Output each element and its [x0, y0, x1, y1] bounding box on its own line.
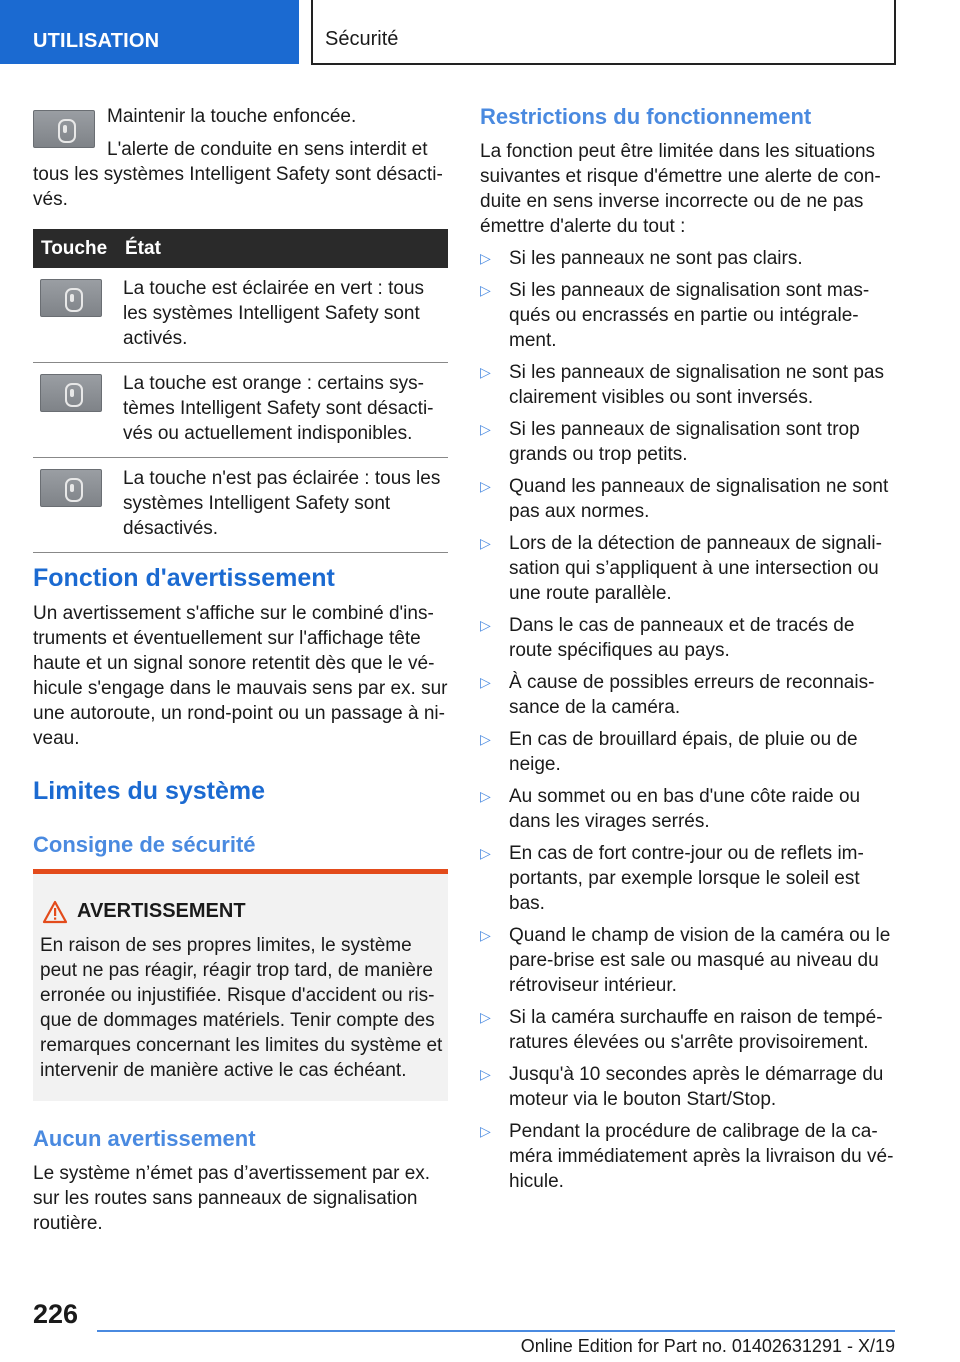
bullet-triangle-icon: ▷	[480, 364, 491, 380]
list-item: ▷ À cause de possibles erreurs de reconnaissance de la caméra.	[480, 672, 875, 718]
key-state-table	[33, 229, 448, 553]
bullet-triangle-icon: ▷	[480, 250, 491, 266]
state-text: La touche est orange : certains systèmes Intelligent Safety sont désactivés ou actuellement indisponibles.	[123, 363, 448, 458]
list-item: ▷ Quand le champ de vision de la caméra ou le pare-brise est sale ou masqué au niveau du rétroviseur intérieur.	[480, 925, 891, 996]
footer-divider	[97, 1330, 895, 1332]
col-key-header: Touche	[33, 229, 123, 268]
bullet-triangle-icon: ▷	[480, 617, 491, 633]
section-tab[interactable]	[0, 0, 299, 64]
list-item: ▷ Pendant la procédure de calibrage de la caméra immédiatement après la livraison du véhicule.	[480, 1121, 894, 1192]
warning-function-body: Un avertissement s'affiche sur le combiné d'instruments et éventuellement sur l'affichage tête haute et un signal sonore retentit dès que le véhicule s'engage dans le mauvais sens par ex. sur une autoroute, un rond-point ou un passage à niveau.	[33, 603, 448, 749]
bullet-triangle-icon: ▷	[480, 731, 491, 747]
list-item: ▷ En cas de fort contre-jour ou de reflets importants, par exemple lorsque le soleil est bas.	[480, 843, 864, 914]
result-text-line1: L'alerte de conduite en sens interdit et	[107, 139, 428, 160]
table-row	[33, 363, 448, 458]
state-text: La touche est éclairée en vert : tous les systèmes Intelligent Safety sont activés.	[123, 268, 448, 363]
table-row	[33, 268, 448, 363]
warning-box	[33, 869, 448, 1101]
limits-title: Limites du système	[33, 777, 266, 805]
table-row	[33, 458, 448, 553]
page-number: 226	[33, 1299, 79, 1329]
safety-button-orange-icon	[40, 374, 102, 412]
list-item: ▷ Si les panneaux de signalisation ne sont pas clairement visibles ou sont inversés.	[480, 362, 884, 408]
list-item: ▷ Lors de la détection de panneaux de signalisation qui s’appliquent à une intersection ou une route parallèle.	[480, 533, 882, 604]
bullet-triangle-icon: ▷	[480, 1009, 491, 1025]
list-item: ▷ Si les panneaux de signalisation sont trop grands ou trop petits.	[480, 419, 860, 465]
edition-text: Online Edition for Part no. 01402631291 - X/19	[520, 1336, 895, 1356]
safety-button-off-icon	[40, 469, 102, 507]
warning-body: En raison de ses propres limites, le système peut ne pas réagir, réagir trop tard, de manière erronée ou injustifiée. Risque d'accident ou risque de dommages matériels. Tenir compte des remarques concernant les limites du système et intervenir de manière active le cas échéant.	[40, 935, 443, 1081]
bullet-triangle-icon: ▷	[480, 674, 491, 690]
bullet-triangle-icon: ▷	[480, 421, 491, 437]
bullet-triangle-icon: ▷	[480, 788, 491, 804]
list-item: ▷ Si les panneaux de signalisation sont masqués ou encrassés en partie ou intégralement.	[480, 280, 870, 351]
warning-triangle-icon	[42, 900, 68, 924]
table-header-row	[33, 229, 448, 268]
result-text-line2: tous les systèmes Intelligent Safety sont désactivés.	[33, 164, 443, 210]
safety-button-green-icon	[40, 279, 102, 317]
list-item: ▷ Quand les panneaux de signalisation ne sont pas aux normes.	[480, 476, 889, 522]
hold-instruction: Maintenir la touche enfoncée.	[107, 106, 357, 127]
bullet-triangle-icon: ▷	[480, 845, 491, 861]
col-state-header: État	[123, 229, 448, 268]
warning-function-title: Fonction d'avertissement	[33, 564, 335, 592]
bullet-triangle-icon: ▷	[480, 535, 491, 551]
no-warning-title: Aucun avertissement	[33, 1126, 256, 1151]
list-item: ▷ Jusqu'à 10 secondes après le démarrage du moteur via le bouton Start/Stop.	[480, 1064, 884, 1110]
bullet-triangle-icon: ▷	[480, 1066, 491, 1082]
list-item: ▷ Si les panneaux ne sont pas clairs.	[480, 248, 803, 269]
no-warning-body: Le système n’émet pas d’avertissement par ex. sur les routes sans panneaux de signalisation routière.	[33, 1163, 431, 1234]
list-item: ▷ Si la caméra surchauffe en raison de températures élevées ou s'arrête provisoirement.	[480, 1007, 883, 1053]
restrictions-intro: La fonction peut être limitée dans les situations suivantes et risque d'émettre une alerte de conduite en sens inverse incorrecte ou de ne pas émettre d'alerte du tout :	[480, 141, 881, 237]
safety-title: Consigne de sécurité	[33, 832, 256, 857]
state-text: La touche n'est pas éclairée : tous les systèmes Intelligent Safety sont désactivés.	[123, 458, 448, 553]
warning-label: AVERTISSEMENT	[77, 900, 246, 922]
section-label: UTILISATION	[33, 30, 160, 52]
bullet-triangle-icon: ▷	[480, 1123, 491, 1139]
safety-button-icon	[33, 110, 95, 148]
chapter-box	[311, 0, 896, 65]
chapter-label: Sécurité	[325, 28, 399, 50]
list-item: ▷ Dans le cas de panneaux et de tracés de route spécifiques au pays.	[480, 615, 855, 661]
list-item: ▷ Au sommet ou en bas d'une côte raide ou dans les virages serrés.	[480, 786, 861, 832]
restrictions-title: Restrictions du fonctionnement	[480, 104, 812, 129]
restrictions-list	[480, 246, 895, 1201]
bullet-triangle-icon: ▷	[480, 478, 491, 494]
bullet-triangle-icon: ▷	[480, 282, 491, 298]
bullet-triangle-icon: ▷	[480, 927, 491, 943]
list-item: ▷ En cas de brouillard épais, de pluie ou de neige.	[480, 729, 858, 775]
